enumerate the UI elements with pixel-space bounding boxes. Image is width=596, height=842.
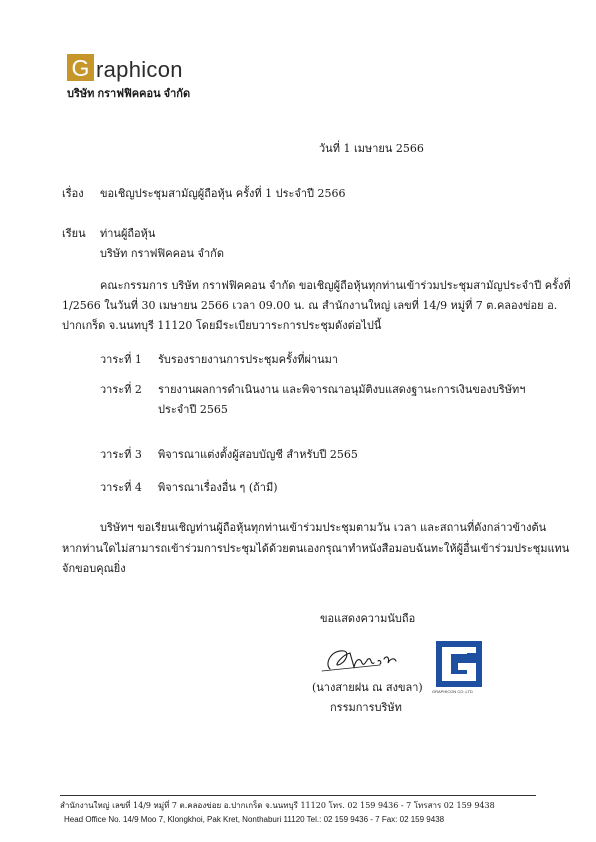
agenda-label: วาระที่ 3 [100, 448, 142, 461]
agenda-label: วาระที่ 2 [100, 383, 142, 396]
agenda-item-text: พิจารณาแต่งตั้งผู้สอบบัญชี สำหรับปี 2565 [158, 448, 358, 461]
subject-label: เรื่อง [62, 187, 84, 200]
intro-line-1: คณะกรรมการ บริษัท กราฟฟิคคอน จำกัด ขอเชิญผู้ถือหุ้นทุกท่านเข้าร่วมประชุมสามัญประจำปี ครั้งที่ [100, 279, 571, 292]
recipient-label: เรียน [62, 227, 86, 240]
subject-text: ขอเชิญประชุมสามัญผู้ถือหุ้น ครั้งที่ 1 ประจำปี 2566 [100, 187, 346, 200]
closing-line-1: บริษัทฯ ขอเรียนเชิญท่านผู้ถือหุ้นทุกท่านเข้าร่วมประชุมตามวัน เวลา และสถานที่ดังกล่าวข้างต้น [100, 521, 547, 534]
closing-line-3: จักขอบคุณยิ่ง [62, 562, 126, 575]
recipient-line-1: ท่านผู้ถือหุ้น [100, 227, 156, 240]
agenda-item-text: รายงานผลการดำเนินงาน และพิจารณาอนุมัติงบแสดงฐานะการเงินของบริษัทฯ [158, 383, 526, 396]
agenda-label: วาระที่ 1 [100, 353, 142, 366]
company-name-thai: บริษัท กราฟฟิคคอน จำกัด [67, 88, 191, 100]
signatory-name: (นางสายฝน ณ สงขลา) [312, 681, 423, 694]
handwritten-signature-icon [320, 645, 400, 675]
stamp-caption: GRAPHICON CO.,LTD [432, 689, 473, 694]
recipient-line-2: บริษัท กราฟฟิคคอน จำกัด [100, 247, 224, 260]
intro-line-2: 1/2566 ในวันที่ 30 เมษายน 2566 เวลา 09.00 น. ณ สำนักงานใหญ่ เลขที่ 14/9 หมู่ที่ 7 ต.คลองข่อย อ. [62, 299, 558, 312]
signatory-title: กรรมการบริษัท [330, 701, 402, 714]
letter-date: วันที่ 1 เมษายน 2566 [319, 142, 424, 155]
company-logo-wordmark: raphicon [96, 57, 183, 82]
footer-address-thai: สำนักงานใหญ่ เลขที่ 14/9 หมู่ที่ 7 ต.คลองข่อย อ.ปากเกร็ด จ.นนทบุรี 11120 โทร. 02 159 9436 - 7 โทรสาร 02 159 9438 [60, 801, 495, 810]
sign-off-regards: ขอแสดงความนับถือ [320, 612, 416, 625]
closing-line-2: หากท่านใดไม่สามารถเข้าร่วมการประชุมได้ด้วยตนเองกรุณาทำหนังสือมอบฉันทะให้ผู้อื่นเข้าร่วมประชุมแทน [62, 542, 570, 555]
intro-line-3: ปากเกร็ด จ.นนทบุรี 11120 โดยมีระเบียบวาระการประชุมดังต่อไปนี้ [62, 319, 382, 332]
agenda-label: วาระที่ 4 [100, 481, 142, 494]
agenda-item-text-cont: ประจำปี 2565 [158, 403, 228, 416]
agenda-item-text: รับรองรายงานการประชุมครั้งที่ผ่านมา [158, 353, 339, 366]
footer-divider [60, 795, 536, 796]
agenda-item-text: พิจารณาเรื่องอื่น ๆ (ถ้ามี) [158, 481, 278, 494]
footer-address-english: Head Office No. 14/9 Moo 7, Klongkhoi, Pak Kret, Nonthaburi 11120 Tel.: 02 159 9436 - 7 Fax: 02 159 9438 [64, 815, 445, 824]
graphicon-company-stamp-icon [436, 641, 482, 687]
logo-initial: G [71, 55, 90, 81]
graphicon-logo-mark-icon [67, 54, 94, 81]
